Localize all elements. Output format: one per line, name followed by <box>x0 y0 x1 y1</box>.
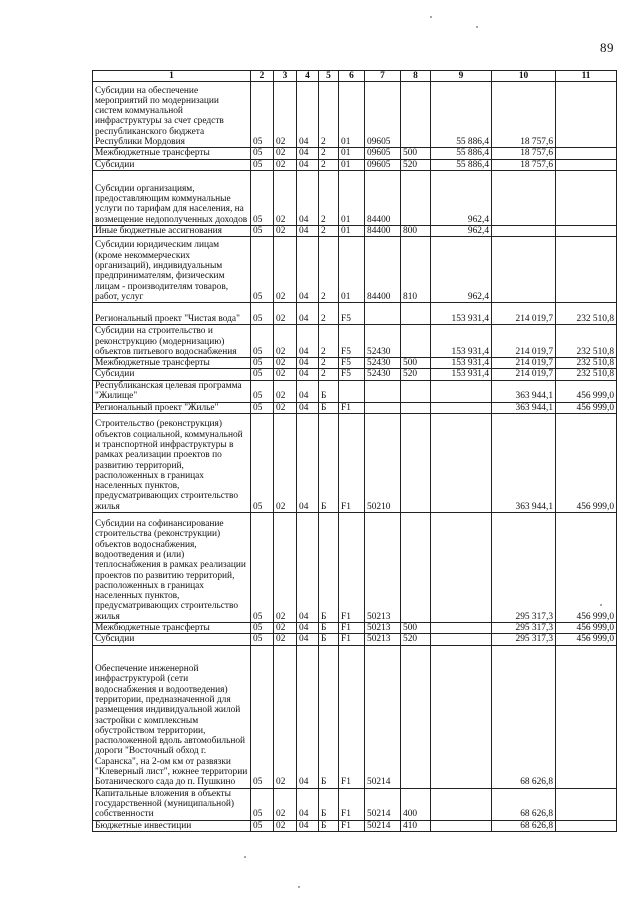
table-cell: F1 <box>339 645 365 788</box>
table-cell: 04 <box>297 414 319 513</box>
table-cell: 410 <box>401 820 431 831</box>
table-cell: 02 <box>274 369 297 380</box>
table-row <box>93 634 617 645</box>
column-header: 9 <box>431 71 492 82</box>
table-cell <box>431 402 492 413</box>
table-cell: 05 <box>251 358 274 369</box>
table-cell: 800 <box>401 225 431 236</box>
table-cell: 05 <box>251 414 274 513</box>
table-cell <box>365 380 401 402</box>
table-cell <box>401 414 431 513</box>
row-title-cell: Субсидии на обеспечение мероприятий по модернизации систем коммунальной инфраструктуры за счет средств республиканского бюджета Республики Мордовия <box>93 82 251 148</box>
table-cell: 05 <box>251 788 274 820</box>
row-title-cell: Субсидии юридическим лицам (кроме некоммерческих организаций), индивидуальным предпринимателям, физическим лицам - производителям товаров, работ, услуг <box>93 237 251 303</box>
table-cell: 04 <box>297 634 319 645</box>
table-cell: 2 <box>319 82 339 148</box>
table-cell: 02 <box>274 513 297 623</box>
scan-speck <box>600 604 602 606</box>
table-cell: 05 <box>251 402 274 413</box>
row-title-cell: Субсидии организациям, предоставляющим коммунальные услуги по тарифам для населения, на возмещение недополученных доходов <box>93 170 251 225</box>
table-cell: 520 <box>401 634 431 645</box>
table-row <box>93 402 617 413</box>
table-cell <box>431 820 492 831</box>
table-row <box>93 623 617 634</box>
table-cell: 456 999,0 <box>556 414 617 513</box>
table-cell: 214 019,7 <box>492 303 556 325</box>
table-cell: 2 <box>319 148 339 159</box>
table-cell: 01 <box>339 148 365 159</box>
table-row <box>93 788 617 820</box>
table-cell <box>401 513 431 623</box>
table-cell: 520 <box>401 159 431 170</box>
column-header: 8 <box>401 71 431 82</box>
row-title-cell: Иные бюджетные ассигнования <box>93 225 251 236</box>
table-cell: 05 <box>251 148 274 159</box>
table-cell: 50210 <box>365 414 401 513</box>
row-title-cell: Региональный проект "Чистая вода" <box>93 303 251 325</box>
row-title-cell: Капитальные вложения в объекты государственной (муниципальной) собственности <box>93 788 251 820</box>
table-cell: 04 <box>297 645 319 788</box>
table-cell <box>492 225 556 236</box>
table-cell <box>431 623 492 634</box>
table-cell: 55 886,4 <box>431 82 492 148</box>
table-cell: 02 <box>274 402 297 413</box>
table-cell: 04 <box>297 402 319 413</box>
table-cell: 05 <box>251 325 274 358</box>
table-row <box>93 513 617 623</box>
row-title-cell: Строительство (реконструкция) объектов социальной, коммунальной и транспортной инфраструктуры в рамках реализации проектов по развитию территорий, расположенных в границах населенных пунктов, предусматривающих строительство жилья <box>93 414 251 513</box>
table-cell: F5 <box>339 369 365 380</box>
table-cell: 68 626,8 <box>492 645 556 788</box>
table-cell <box>365 402 401 413</box>
row-title-cell: Субсидии <box>93 634 251 645</box>
table-cell: 09605 <box>365 159 401 170</box>
table-cell: 04 <box>297 623 319 634</box>
table-row <box>93 380 617 402</box>
table-cell: 153 931,4 <box>431 325 492 358</box>
table-cell <box>431 414 492 513</box>
table-cell <box>401 402 431 413</box>
table-cell: 214 019,7 <box>492 358 556 369</box>
table-cell: 50214 <box>365 645 401 788</box>
table-cell: F5 <box>339 303 365 325</box>
column-header: 4 <box>297 71 319 82</box>
table-cell: 04 <box>297 358 319 369</box>
table-cell: F1 <box>339 623 365 634</box>
table-cell: 52430 <box>365 325 401 358</box>
table-cell: 456 999,0 <box>556 623 617 634</box>
table-cell: F1 <box>339 788 365 820</box>
table-cell: 02 <box>274 170 297 225</box>
row-title-cell: Обеспечение инженерной инфраструктурой (сети водоснабжения и водоотведения) территории, предназначенной для размещения индивидуальной жилой застройки с комплексным обустройством территории, расположенной вдоль автомобильной дороги "Восточный обход г. Саранска", на 2-ом км от развязки "Клеверный лист", южнее территории Ботанического сада до п. Пушкино <box>93 645 251 788</box>
table-cell: 810 <box>401 237 431 303</box>
row-title-cell: Бюджетные инвестиции <box>93 820 251 831</box>
table-row <box>93 159 617 170</box>
table-cell: 04 <box>297 303 319 325</box>
column-header: 1 <box>93 71 251 82</box>
table-cell: 02 <box>274 237 297 303</box>
table-cell: 02 <box>274 414 297 513</box>
scan-speck <box>430 16 432 18</box>
row-title-cell: Межбюджетные трансферты <box>93 623 251 634</box>
table-cell: F1 <box>339 402 365 413</box>
table-cell: 04 <box>297 369 319 380</box>
table-cell: 04 <box>297 225 319 236</box>
table-cell <box>401 170 431 225</box>
table-cell: Б <box>319 820 339 831</box>
table-cell: 18 757,6 <box>492 148 556 159</box>
table-cell: 01 <box>339 237 365 303</box>
row-title-cell: Межбюджетные трансферты <box>93 148 251 159</box>
table-cell: 2 <box>319 225 339 236</box>
column-header: 11 <box>556 71 617 82</box>
table-cell <box>401 303 431 325</box>
table-cell: 02 <box>274 358 297 369</box>
table-cell: 02 <box>274 820 297 831</box>
table-cell <box>556 82 617 148</box>
column-header: 10 <box>492 71 556 82</box>
table-cell: 05 <box>251 303 274 325</box>
scan-speck <box>244 856 246 858</box>
table-cell <box>556 820 617 831</box>
table-cell: Б <box>319 414 339 513</box>
table-cell: 05 <box>251 820 274 831</box>
table-cell: 18 757,6 <box>492 82 556 148</box>
table-cell: Б <box>319 645 339 788</box>
table-cell: 04 <box>297 513 319 623</box>
table-cell <box>556 788 617 820</box>
table-cell: 02 <box>274 82 297 148</box>
table-row <box>93 358 617 369</box>
table-cell: 456 999,0 <box>556 513 617 623</box>
table-cell: 2 <box>319 369 339 380</box>
table-cell: 05 <box>251 645 274 788</box>
table-row <box>93 82 617 148</box>
table-cell: 456 999,0 <box>556 380 617 402</box>
table-row <box>93 303 617 325</box>
table-cell: 500 <box>401 148 431 159</box>
column-header: 2 <box>251 71 274 82</box>
row-title-cell: Региональный проект "Жилье" <box>93 402 251 413</box>
column-header: 5 <box>319 71 339 82</box>
table-cell: 456 999,0 <box>556 402 617 413</box>
table-cell: 232 510,8 <box>556 303 617 325</box>
table-cell: 2 <box>319 325 339 358</box>
table-cell: 05 <box>251 170 274 225</box>
table-cell <box>492 170 556 225</box>
table-cell <box>401 380 431 402</box>
table-cell: 84400 <box>365 225 401 236</box>
table-cell: 04 <box>297 159 319 170</box>
table-cell: 153 931,4 <box>431 369 492 380</box>
table-cell: 363 944,1 <box>492 402 556 413</box>
table-cell: F1 <box>339 634 365 645</box>
table-cell: Б <box>319 634 339 645</box>
table-cell: 232 510,8 <box>556 325 617 358</box>
column-header: 7 <box>365 71 401 82</box>
row-title-cell: Субсидии <box>93 369 251 380</box>
table-cell: 456 999,0 <box>556 634 617 645</box>
table-row <box>93 237 617 303</box>
table-header-row <box>93 71 617 82</box>
table-cell: 2 <box>319 159 339 170</box>
table-cell: F5 <box>339 358 365 369</box>
table-cell <box>431 788 492 820</box>
table-cell: 04 <box>297 148 319 159</box>
table-cell: 52430 <box>365 358 401 369</box>
column-header: 6 <box>339 71 365 82</box>
table-cell: 02 <box>274 148 297 159</box>
table-cell: F1 <box>339 414 365 513</box>
table-cell <box>556 159 617 170</box>
table-cell: 50213 <box>365 623 401 634</box>
table-cell: Б <box>319 380 339 402</box>
table-cell: 84400 <box>365 170 401 225</box>
budget-table <box>92 70 617 832</box>
table-cell <box>556 225 617 236</box>
table-cell: 363 944,1 <box>492 380 556 402</box>
table-cell: 50213 <box>365 513 401 623</box>
table-cell: 05 <box>251 513 274 623</box>
table-cell: Б <box>319 623 339 634</box>
table-cell: 01 <box>339 225 365 236</box>
table-cell: 500 <box>401 358 431 369</box>
table-cell: 295 317,3 <box>492 634 556 645</box>
table-row <box>93 369 617 380</box>
column-header: 3 <box>274 71 297 82</box>
table-cell <box>431 645 492 788</box>
table-cell: 09605 <box>365 82 401 148</box>
table-cell: 05 <box>251 225 274 236</box>
table-cell <box>556 645 617 788</box>
page-number: 89 <box>600 40 614 55</box>
table-cell: F1 <box>339 513 365 623</box>
table-cell: 01 <box>339 170 365 225</box>
table-row <box>93 645 617 788</box>
table-cell: 05 <box>251 159 274 170</box>
table-cell: 962,4 <box>431 170 492 225</box>
table-cell: 18 757,6 <box>492 159 556 170</box>
table-cell: 2 <box>319 237 339 303</box>
table-cell: 09605 <box>365 148 401 159</box>
table-cell: 02 <box>274 788 297 820</box>
table-cell: 04 <box>297 325 319 358</box>
table-cell: 520 <box>401 369 431 380</box>
table-cell: 400 <box>401 788 431 820</box>
table-cell <box>401 82 431 148</box>
table-cell: Б <box>319 788 339 820</box>
table-cell: 214 019,7 <box>492 325 556 358</box>
table-cell <box>431 634 492 645</box>
table-cell <box>556 170 617 225</box>
scan-speck <box>298 886 300 888</box>
table-cell: 04 <box>297 82 319 148</box>
table-cell <box>401 645 431 788</box>
table-cell <box>365 303 401 325</box>
table-cell: 02 <box>274 380 297 402</box>
table-cell: 02 <box>274 303 297 325</box>
table-row <box>93 820 617 831</box>
table-cell: 962,4 <box>431 225 492 236</box>
table-cell: 02 <box>274 645 297 788</box>
table-cell: 232 510,8 <box>556 358 617 369</box>
table-cell: 04 <box>297 820 319 831</box>
table-cell: 50214 <box>365 788 401 820</box>
table-cell: 55 886,4 <box>431 159 492 170</box>
table-cell: F5 <box>339 325 365 358</box>
table-cell: 2 <box>319 170 339 225</box>
table-cell: Б <box>319 402 339 413</box>
table-cell: 01 <box>339 82 365 148</box>
table-cell: 295 317,3 <box>492 513 556 623</box>
table-cell: 04 <box>297 170 319 225</box>
row-title-cell: Субсидии на строительство и реконструкцию (модернизацию) объектов питьевого водоснабжения <box>93 325 251 358</box>
table-cell: 232 510,8 <box>556 369 617 380</box>
table-cell <box>556 237 617 303</box>
table-cell: 02 <box>274 634 297 645</box>
table-cell: Б <box>319 513 339 623</box>
table-row <box>93 148 617 159</box>
table-cell <box>401 325 431 358</box>
table-cell: 02 <box>274 159 297 170</box>
table-cell: 05 <box>251 623 274 634</box>
row-title-cell: Республиканская целевая программа "Жилище" <box>93 380 251 402</box>
scan-speck <box>476 26 478 28</box>
table-cell: 02 <box>274 623 297 634</box>
table-cell: 01 <box>339 159 365 170</box>
table-body <box>93 82 617 832</box>
table-cell <box>431 380 492 402</box>
table-cell: 05 <box>251 237 274 303</box>
table-row <box>93 325 617 358</box>
table-cell: 02 <box>274 225 297 236</box>
table-row <box>93 225 617 236</box>
table-cell: 04 <box>297 237 319 303</box>
table-cell: 52430 <box>365 369 401 380</box>
table-cell: 04 <box>297 380 319 402</box>
table-cell: 500 <box>401 623 431 634</box>
table-cell: 84400 <box>365 237 401 303</box>
table-row <box>93 414 617 513</box>
table-cell: 153 931,4 <box>431 303 492 325</box>
row-title-cell: Субсидии на софинансирование строительства (реконструкции) объектов водоснабжения, водоотведения и (или) теплоснабжения в рамках реализации проектов по развитию территорий, расположенных в границах населенных пунктов, предусматривающих строительство жилья <box>93 513 251 623</box>
table-cell: 2 <box>319 358 339 369</box>
table-cell: 55 886,4 <box>431 148 492 159</box>
table-cell <box>492 237 556 303</box>
table-cell: 05 <box>251 369 274 380</box>
table-cell: 02 <box>274 325 297 358</box>
table-cell: 962,4 <box>431 237 492 303</box>
table-cell: 05 <box>251 634 274 645</box>
table-cell <box>339 380 365 402</box>
table-cell: F1 <box>339 820 365 831</box>
row-title-cell: Межбюджетные трансферты <box>93 358 251 369</box>
table-cell: 50214 <box>365 820 401 831</box>
table-cell: 04 <box>297 788 319 820</box>
table-cell: 05 <box>251 82 274 148</box>
row-title-cell: Субсидии <box>93 159 251 170</box>
table-cell: 153 931,4 <box>431 358 492 369</box>
table-cell: 68 626,8 <box>492 788 556 820</box>
table-cell: 2 <box>319 303 339 325</box>
table-cell: 68 626,8 <box>492 820 556 831</box>
table-cell: 05 <box>251 380 274 402</box>
table-cell: 50213 <box>365 634 401 645</box>
table-cell <box>431 513 492 623</box>
table-cell <box>556 148 617 159</box>
table-cell: 214 019,7 <box>492 369 556 380</box>
table-cell: 295 317,3 <box>492 623 556 634</box>
table-cell: 363 944,1 <box>492 414 556 513</box>
table-row <box>93 170 617 225</box>
